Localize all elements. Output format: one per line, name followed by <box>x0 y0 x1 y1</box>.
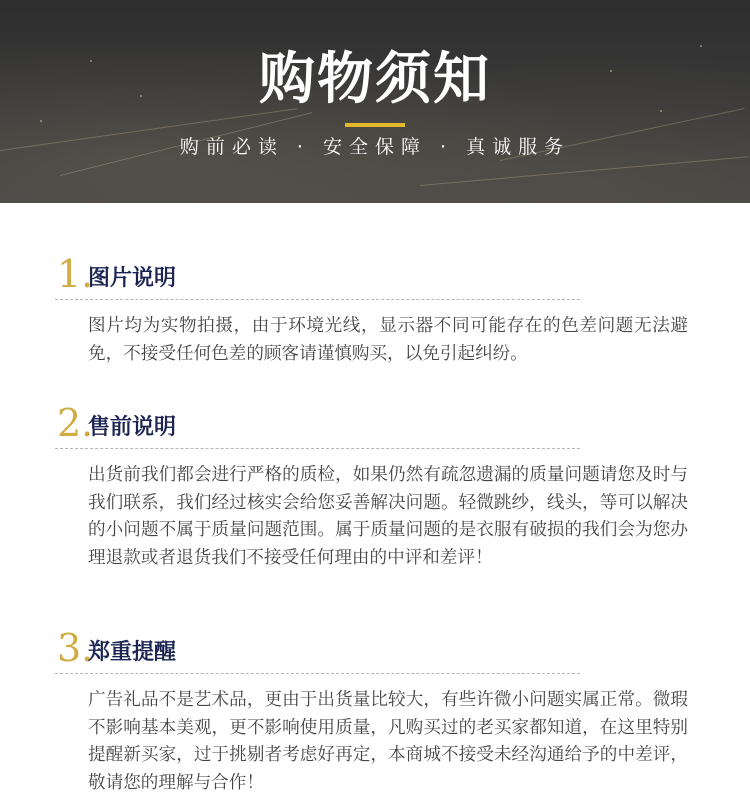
section-body: 出货前我们都会进行严格的质检，如果仍然有疏忽遗漏的质量问题请您及时与我们联系，我们经过核实会给您妥善解决问题。轻微跳纱，线头，等可以解决的小问题不属于质量问题范围。属于质量问题的是衣服有破损的我们会为您办理退款或者退货我们不接受任何理由的中评和差评！ <box>88 465 688 568</box>
section-title: 图片说明 <box>88 266 177 291</box>
section-body: 图片均为实物拍摄，由于环境光线，显示器不同可能存在的色差问题无法避免，不接受任何色差的顾客请谨慎购买，以免引起纠纷。 <box>88 316 688 364</box>
section-divider <box>55 448 580 449</box>
section-divider <box>55 673 580 674</box>
section-number: 3. <box>57 626 94 670</box>
page-title: 购物须知 <box>259 47 491 112</box>
page-subtitle: 购前必读 · 安全保障 · 真诚服务 <box>179 136 571 158</box>
section-header <box>55 252 695 298</box>
section-body: 广告礼品不是艺术品，更由于出货量比较大，有些许微小问题实属正常。微瑕不影响基本美观，更不影响使用质量，凡购买过的老买家都知道，在这里特别提醒新买家，过于挑剔者考虑好再定，本商城不接受未经沟通给予的中差评，敬请您的理解与合作！ <box>88 690 688 793</box>
section-important-reminder <box>55 626 695 793</box>
section-presale-notice <box>55 401 695 568</box>
section-header <box>55 401 695 447</box>
section-image-notice <box>55 252 695 364</box>
section-number: 2. <box>57 401 94 445</box>
section-title: 郑重提醒 <box>88 640 177 665</box>
background-light-dot <box>40 120 42 122</box>
section-header <box>55 626 695 672</box>
header-banner <box>0 0 750 203</box>
section-number: 1. <box>57 252 94 296</box>
title-accent-bar <box>345 123 405 127</box>
section-divider <box>55 299 580 300</box>
section-title: 售前说明 <box>88 415 177 440</box>
